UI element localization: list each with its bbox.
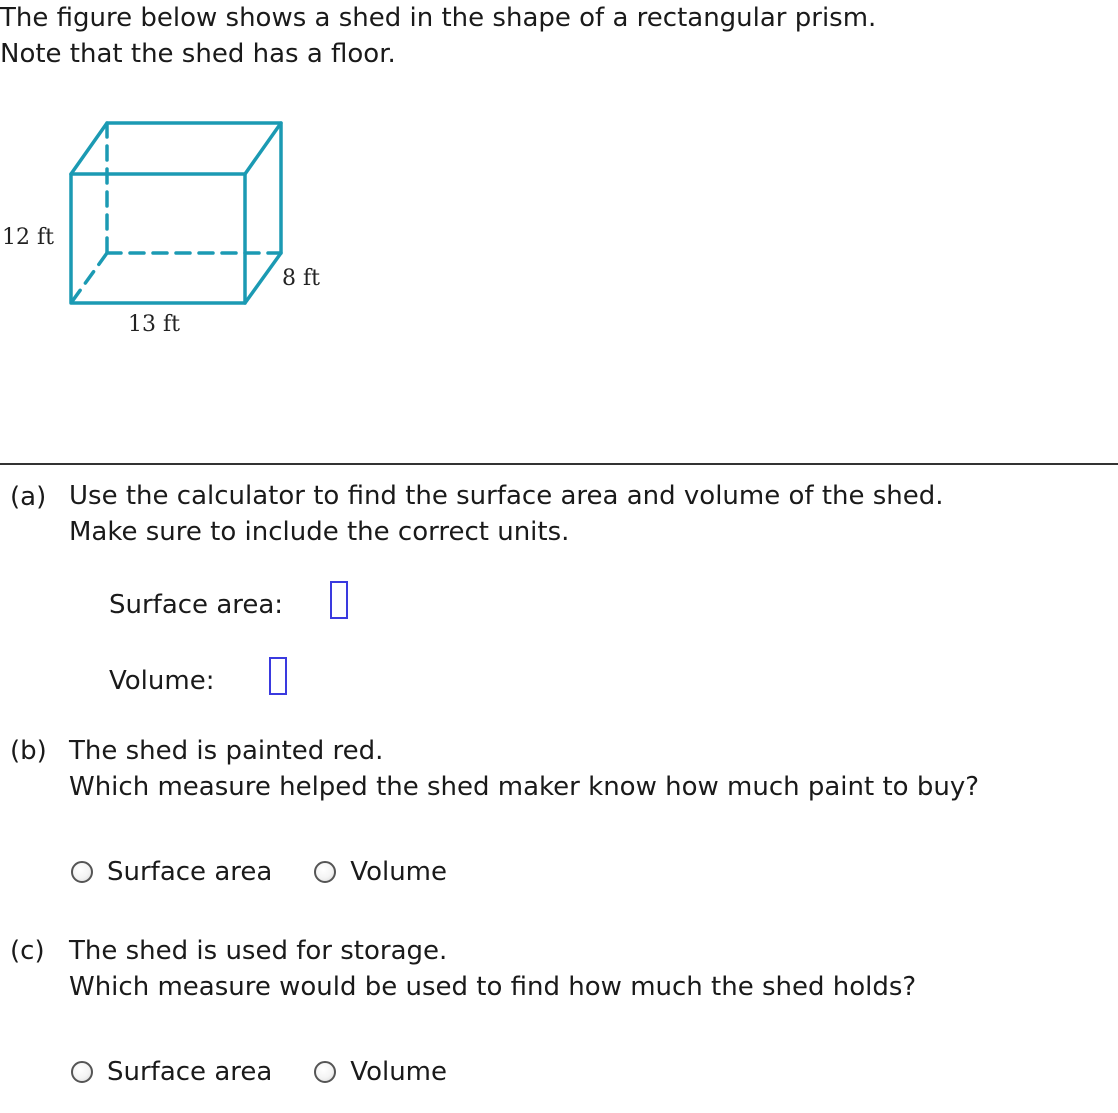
part-b-line-1: The shed is painted red. [69, 736, 384, 766]
radio-button[interactable] [314, 861, 336, 883]
top-back-edges [71, 123, 281, 174]
problem-intro [0, 0, 876, 72]
part-b-option-volume[interactable] [314, 857, 447, 887]
section-divider [0, 463, 1118, 465]
surface-area-input[interactable] [330, 581, 348, 619]
intro-line-1: The figure below shows a shed in the shape of a rectangular prism. [0, 3, 877, 33]
shed-figure [0, 100, 340, 350]
part-b-options [71, 857, 447, 887]
volume-label: Volume: [109, 666, 215, 696]
part-c-line-1: The shed is used for storage. [69, 936, 448, 966]
part-b-option-surface-area[interactable] [71, 857, 272, 887]
option-label: Surface area [107, 1057, 273, 1087]
volume-input[interactable] [269, 657, 287, 695]
part-c-options [71, 1057, 447, 1087]
part-c-option-volume[interactable] [314, 1057, 447, 1087]
intro-line-2: Note that the shed has a floor. [0, 39, 396, 69]
option-label: Surface area [107, 857, 273, 887]
front-face [71, 174, 245, 303]
surface-area-label: Surface area: [109, 590, 284, 620]
part-a-line-1: Use the calculator to find the surface area and volume of the shed. [69, 481, 944, 511]
part-b-letter: (b) [10, 736, 47, 766]
part-b-line-2: Which measure helped the shed maker know how much paint to buy? [69, 772, 979, 802]
part-a-letter: (a) [10, 482, 47, 512]
option-label: Volume [350, 857, 447, 887]
part-c-letter: (c) [10, 936, 45, 966]
part-c-option-surface-area[interactable] [71, 1057, 272, 1087]
option-label: Volume [350, 1057, 447, 1087]
height-label: 12 ft [2, 225, 54, 250]
hidden-edges [71, 123, 281, 303]
part-a-line-2: Make sure to include the correct units. [69, 517, 570, 547]
radio-button[interactable] [71, 861, 93, 883]
depth-label: 8 ft [282, 266, 320, 291]
part-c-line-2: Which measure would be used to find how much the shed holds? [69, 972, 917, 1002]
radio-button[interactable] [71, 1061, 93, 1083]
radio-button[interactable] [314, 1061, 336, 1083]
width-label: 13 ft [128, 312, 180, 337]
